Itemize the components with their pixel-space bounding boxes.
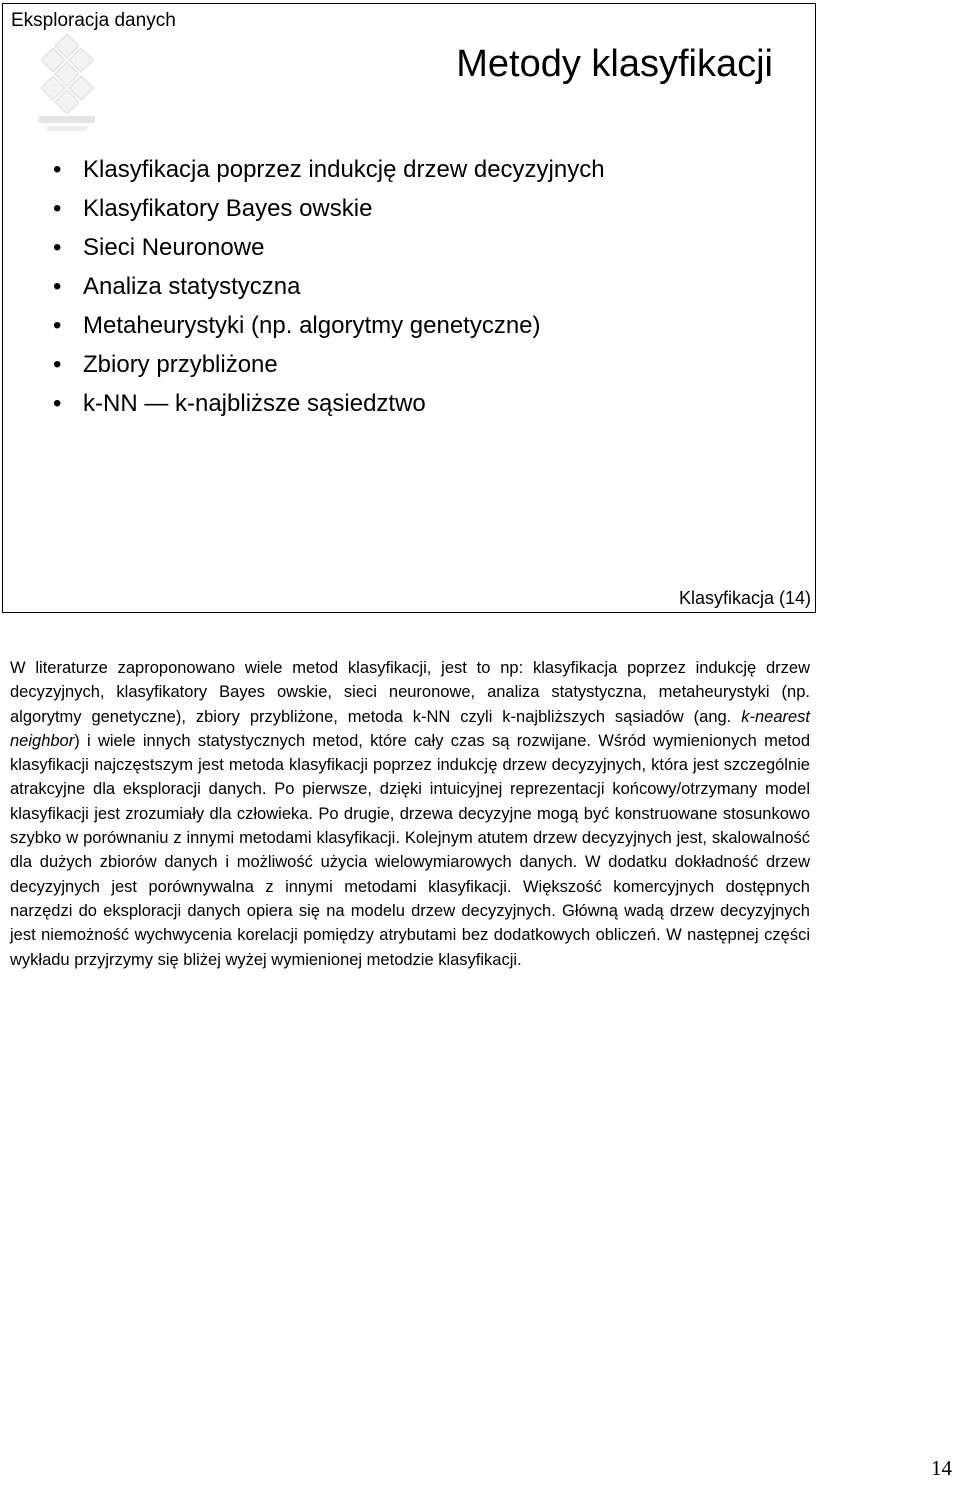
slide-frame [2, 3, 816, 613]
bullet-item: • k-NN — k-najbliższe sąsiedztwo [53, 384, 605, 423]
bullet-dot-icon: • [53, 351, 62, 378]
bullet-dot-icon: • [53, 312, 62, 339]
university-logo [33, 30, 101, 134]
notes-text: ) i wiele innych statystycznych metod, które cały czas są rozwijane. Wśród wymienionych metod klasyfikacji najczęstszym jest metoda klasyfikacji poprzez indukcję drzew decyzyjnych, która jest szczególnie atrakcyjne dla eksploracji danych. Po pierwsze, dzięki intuicyjnej reprezentacji końcowy/otrzymany model klasyfikacji jest zrozumiały dla człowieka. Po drugie, drzewa decyzyjne mogą być konstruowane stosunkowo szybko w porównaniu z innymi metodami klasyfikacji. Kolejnym atutem drzew decyzyjnych jest, skalowalność dla dużych zbiorów danych i możliwość użycia wielowymiarowych danych. W dodatku dokładność drzew decyzyjnych jest porównywalna z innymi metodami klasyfikacji. Większość komercyjnych dostępnych narzędzi do eksploracji danych opiera się na modelu drzew decyzyjnych. Główną wadą drzew decyzyjnych jest niemożność wychwycenia korelacji pomiędzy atrybutami bez dodatkowych obliczeń. W następnej części wykładu przyjrzymy się bliżej wyżej wymienionej metodzie klasyfikacji. [10, 731, 810, 969]
slide-title: Metody klasyfikacji [456, 43, 773, 85]
bullet-dot-icon: • [53, 273, 62, 300]
bullet-item: • Klasyfikatory Bayes owskie [53, 189, 605, 228]
bullet-dot-icon: • [53, 195, 62, 222]
course-title: Eksploracja danych [11, 10, 176, 31]
bullet-item: • Metaheurystyki (np. algorytmy genetyczne) [53, 306, 605, 345]
notes-emphasis: k-nearest neighbor [10, 707, 810, 750]
bullet-dot-icon: • [53, 156, 62, 183]
slide-footer: Klasyfikacja (14) [678, 588, 811, 608]
bullet-item: • Sieci Neuronowe [53, 228, 605, 267]
bullet-dot-icon: • [53, 234, 62, 261]
bullet-item: • Analiza statystyczna [53, 267, 605, 306]
page-number: 14 [931, 1456, 952, 1480]
bullet-list [53, 150, 605, 423]
bullet-item: • Zbiory przybliżone [53, 345, 605, 384]
notes-text: W literaturze zaproponowano wiele metod klasyfikacji, jest to np: klasyfikacja poprzez indukcję drzew decyzyjnych, klasyfikatory Bayes owskie, sieci neuronowe, analiza statystyczna, metaheurystyki (np. algorytmy genetyczne), zbiory przybliżone, metoda k-NN czyli k-najbliższych sąsiadów (ang. [10, 659, 810, 726]
bullet-item: • Klasyfikacja poprzez indukcję drzew decyzyjnych [53, 150, 605, 189]
bullet-dot-icon: • [53, 390, 62, 417]
lecture-notes [10, 656, 810, 972]
